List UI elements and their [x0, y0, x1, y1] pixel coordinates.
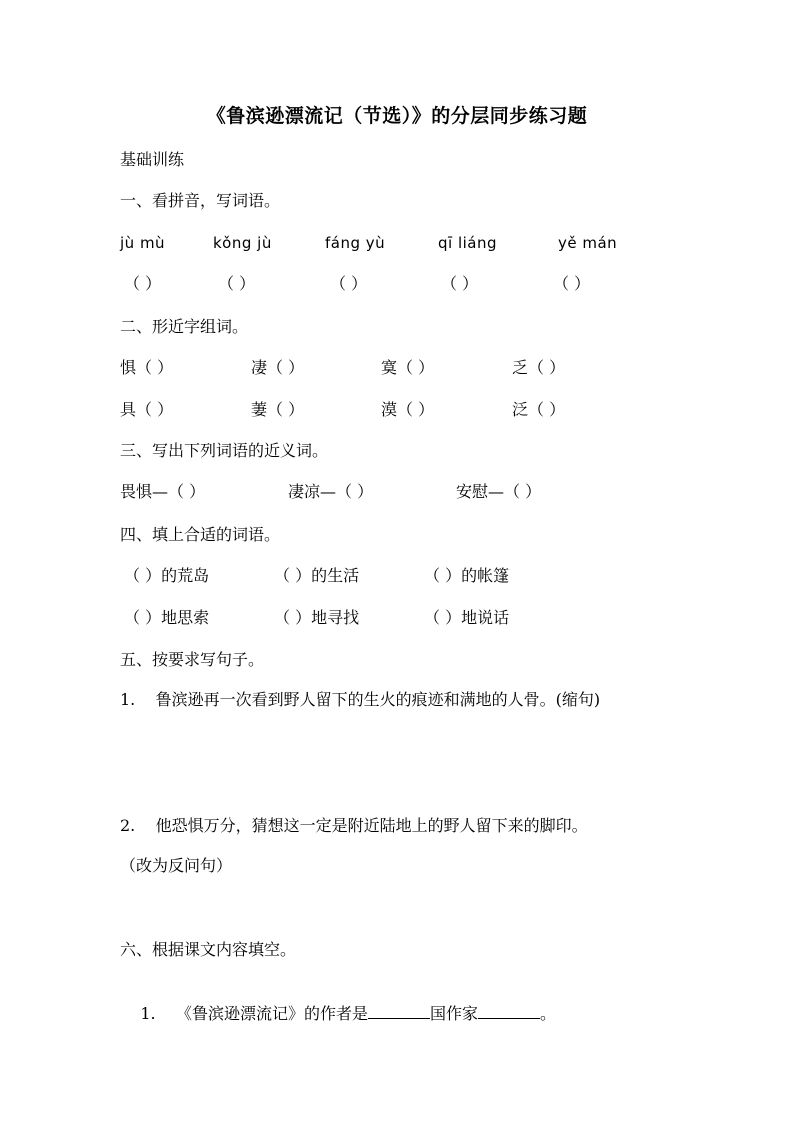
fill-author-line: [120, 984, 556, 1044]
answer-bracket[interactable]: （ ）: [330, 274, 368, 293]
synonym-item[interactable]: 畏惧—（ ）: [120, 482, 206, 501]
similar-char-item[interactable]: 具（ ）: [120, 400, 174, 419]
similar-char-item[interactable]: 萋（ ）: [251, 400, 305, 419]
pinyin-item: qī liáng: [438, 234, 498, 252]
q6-heading: 六、根据课文内容填空。: [120, 940, 297, 959]
synonym-item[interactable]: 凄凉—（ ）: [288, 482, 374, 501]
answer-bracket[interactable]: （ ）: [441, 274, 479, 293]
fill-phrase-item[interactable]: （ ）地思索: [124, 608, 210, 627]
pinyin-item: fáng yù: [325, 234, 386, 252]
q1-heading: 一、看拼音，写词语。: [120, 191, 281, 210]
answer-bracket[interactable]: （ ）: [553, 274, 591, 293]
fill-phrase-item[interactable]: （ ）地说话: [424, 608, 510, 627]
q4-heading: 四、填上合适的词语。: [120, 525, 281, 544]
author-blank[interactable]: [478, 1004, 540, 1019]
fill-phrase-item[interactable]: （ ）的生活: [274, 566, 360, 585]
fill-author-prefix: 1. 《鲁滨逊漂流记》的作者是: [140, 1004, 368, 1023]
country-blank[interactable]: [368, 1004, 430, 1019]
similar-char-item[interactable]: 凄（ ）: [251, 358, 305, 377]
q2-heading: 二、形近字组词。: [120, 317, 249, 336]
sentence-2: 2. 他恐惧万分，猜想这一定是附近陆地上的野人留下来的脚印。: [120, 816, 588, 835]
similar-char-item[interactable]: 惧（ ）: [120, 358, 174, 377]
sentence-1: 1. 鲁滨逊再一次看到野人留下的生火的痕迹和满地的人骨。(缩句): [120, 690, 601, 709]
similar-char-item[interactable]: 泛（ ）: [512, 400, 566, 419]
fill-author-mid: 国作家: [429, 1004, 478, 1023]
answer-bracket[interactable]: （ ）: [124, 274, 162, 293]
synonym-item[interactable]: 安慰—（ ）: [456, 482, 542, 501]
pinyin-item: jù mù: [120, 234, 166, 252]
fill-phrase-item[interactable]: （ ）的荒岛: [124, 566, 210, 585]
sentence-2-instruction: （改为反问句）: [120, 856, 233, 875]
answer-bracket[interactable]: （ ）: [218, 274, 256, 293]
similar-char-item[interactable]: 漠（ ）: [381, 400, 435, 419]
pinyin-item: yě mán: [558, 234, 618, 252]
fill-phrase-item[interactable]: （ ）地寻找: [274, 608, 360, 627]
page-title: 《鲁滨逊漂流记（节选）》的分层同步练习题: [206, 105, 588, 127]
q5-heading: 五、按要求写句子。: [120, 650, 265, 669]
pinyin-item: kǒng jù: [213, 234, 272, 252]
fill-author-end: 。: [539, 1004, 556, 1023]
similar-char-item[interactable]: 寞（ ）: [381, 358, 435, 377]
section-basic-heading: 基础训练: [120, 150, 185, 169]
q3-heading: 三、写出下列词语的近义词。: [120, 441, 329, 460]
similar-char-item[interactable]: 乏（ ）: [512, 358, 566, 377]
fill-phrase-item[interactable]: （ ）的帐篷: [424, 566, 510, 585]
